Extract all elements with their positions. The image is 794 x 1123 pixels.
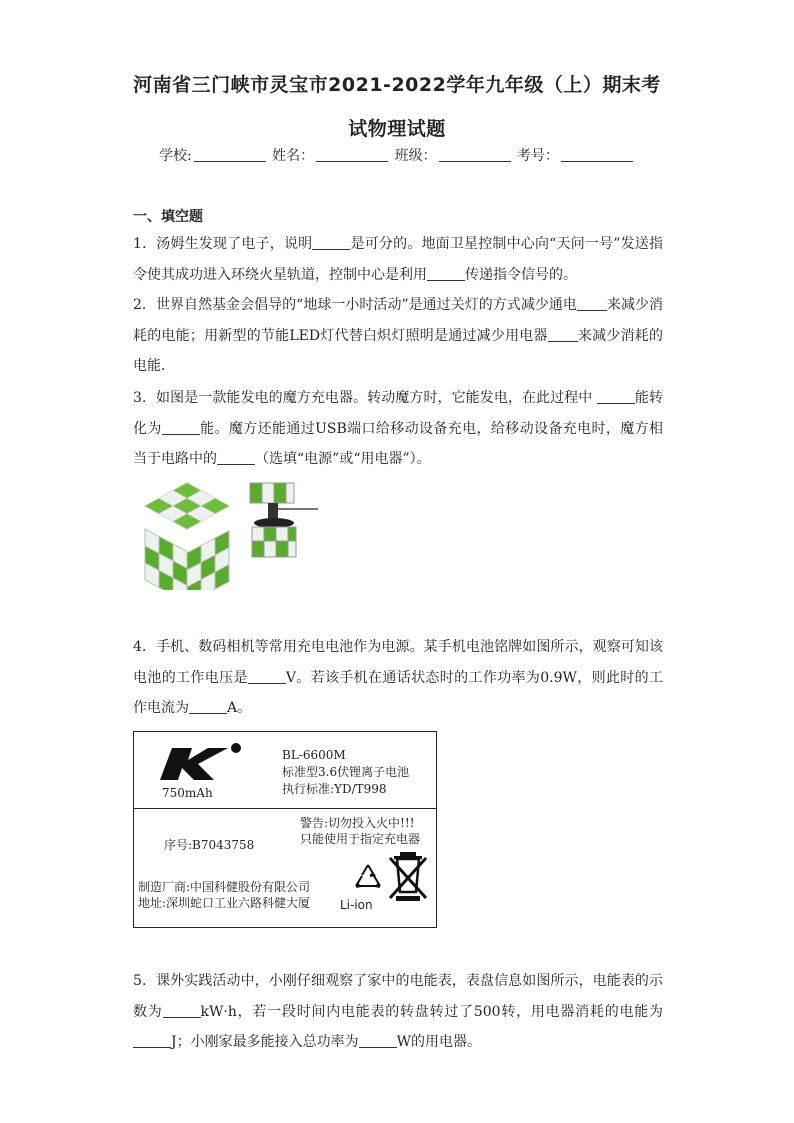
- answer-blank[interactable]: [427, 266, 465, 281]
- brand-logo-icon: [158, 742, 244, 782]
- q1-text-c: 传递指令信号的。: [465, 266, 577, 283]
- question-1: [133, 229, 663, 290]
- question-2: [133, 290, 663, 382]
- battery-capacity: 750mAh: [162, 786, 213, 800]
- battery-warning-1: 警告:切勿投入火中!!!: [300, 816, 415, 830]
- answer-blank[interactable]: [577, 296, 607, 311]
- label-divider: [134, 808, 436, 809]
- q3-text-d: （选填“电源”或“用电器”）。: [255, 451, 431, 467]
- q5-text-b: kW·h，若一段时间内电能表的转盘转过了500转，用电器消耗的电能为: [200, 1003, 663, 1020]
- section-heading-fill-in: 一、填空题: [133, 209, 203, 225]
- battery-warning-2: 只能使用于指定充电器: [300, 832, 421, 846]
- question-4: [133, 632, 663, 724]
- q1-text-a: 1．汤姆生发现了电子，说明: [133, 236, 313, 252]
- crossed-bin-icon: [388, 850, 428, 902]
- q5-text-a: 5．课外实践活动中，小刚仔细观察了家中的电能表，表盘信息如图所示，电能表的示数为: [133, 973, 663, 1020]
- exam-title-line1: 河南省三门峡市灵宝市2021-2022学年九年级（上）期末考: [133, 74, 661, 96]
- q5-text-c: J；小刚家最多能接入总功率为: [171, 1034, 359, 1050]
- battery-model: BL-6600M: [282, 748, 346, 762]
- school-label: 学校:: [158, 148, 192, 164]
- q4-text-c: A。: [227, 700, 252, 716]
- answer-blank[interactable]: [597, 389, 635, 404]
- battery-chemistry: Li-ion: [340, 898, 373, 912]
- q3-text-c: 能。魔方还能通过USB端口给移动设备充电，给移动设备充电时，魔方相当于电路中的: [133, 420, 663, 467]
- name-label: 姓名：: [272, 148, 315, 164]
- name-blank[interactable]: [316, 147, 388, 162]
- battery-serial: 序号:B7043758: [164, 838, 255, 852]
- question-5: [133, 966, 663, 1058]
- school-blank[interactable]: [194, 147, 266, 162]
- q3-text-b: 能转化为: [133, 390, 664, 437]
- answer-blank[interactable]: [217, 450, 255, 465]
- q4-text-b: V。若该手机在通话状态时的工作功率为0.9W，则此时的工作电流为: [133, 669, 664, 716]
- answer-blank[interactable]: [189, 699, 227, 714]
- question-3: [133, 383, 663, 475]
- battery-address: 地址:深圳蛇口工业六路科健大厦: [138, 896, 311, 910]
- answer-blank[interactable]: [312, 235, 350, 250]
- battery-maker: 制造厂商:中国科健股份有限公司: [138, 880, 311, 894]
- usb-cube-image: [244, 481, 324, 561]
- battery-nameplate: [133, 731, 437, 928]
- exam-number-label: 考号：: [517, 148, 560, 164]
- answer-blank[interactable]: [248, 669, 286, 684]
- answer-blank[interactable]: [548, 327, 578, 342]
- class-blank[interactable]: [439, 147, 511, 162]
- answer-blank[interactable]: [162, 420, 200, 435]
- answer-blank[interactable]: [163, 1003, 201, 1018]
- q2-text-a: 2．世界自然基金会倡导的“地球一小时活动”是通过关灯的方式减少通电: [133, 297, 577, 313]
- exam-number-blank[interactable]: [561, 147, 633, 162]
- q2-text-c: 来减少消耗的电能．: [133, 327, 663, 374]
- answer-blank[interactable]: [133, 1033, 171, 1048]
- q1-text-b: 是可分的。地面卫星控制中心向“天问一号”发送指令使其成功进入环绕火星轨道，控制中心是利用: [133, 236, 663, 283]
- exam-title-line2: 试物理试题: [348, 118, 446, 140]
- battery-standard: 执行标准:YD/T998: [282, 782, 387, 796]
- battery-type: 标准型3.6伏锂离子电池: [282, 765, 410, 779]
- magic-cube-charger-image: [133, 482, 241, 590]
- q2-text-b: 来减少消耗的电能；用新型的节能LED灯代替白炽灯照明是通过减少用电器: [133, 297, 663, 344]
- q3-text-a: 3．如图是一款能发电的魔方充电器。转动魔方时，它能发电，在此过程中: [133, 390, 597, 406]
- answer-blank[interactable]: [359, 1033, 397, 1048]
- q4-text-a: 4．手机、数码相机等常用充电电池作为电源。某手机电池铭牌如图所示，观察可知该电池的工作电压是: [133, 639, 663, 686]
- student-info-row: [0, 145, 794, 165]
- recycle-icon: [352, 862, 384, 896]
- class-label: 班级：: [394, 148, 437, 164]
- q5-text-d: W的用电器。: [396, 1034, 482, 1050]
